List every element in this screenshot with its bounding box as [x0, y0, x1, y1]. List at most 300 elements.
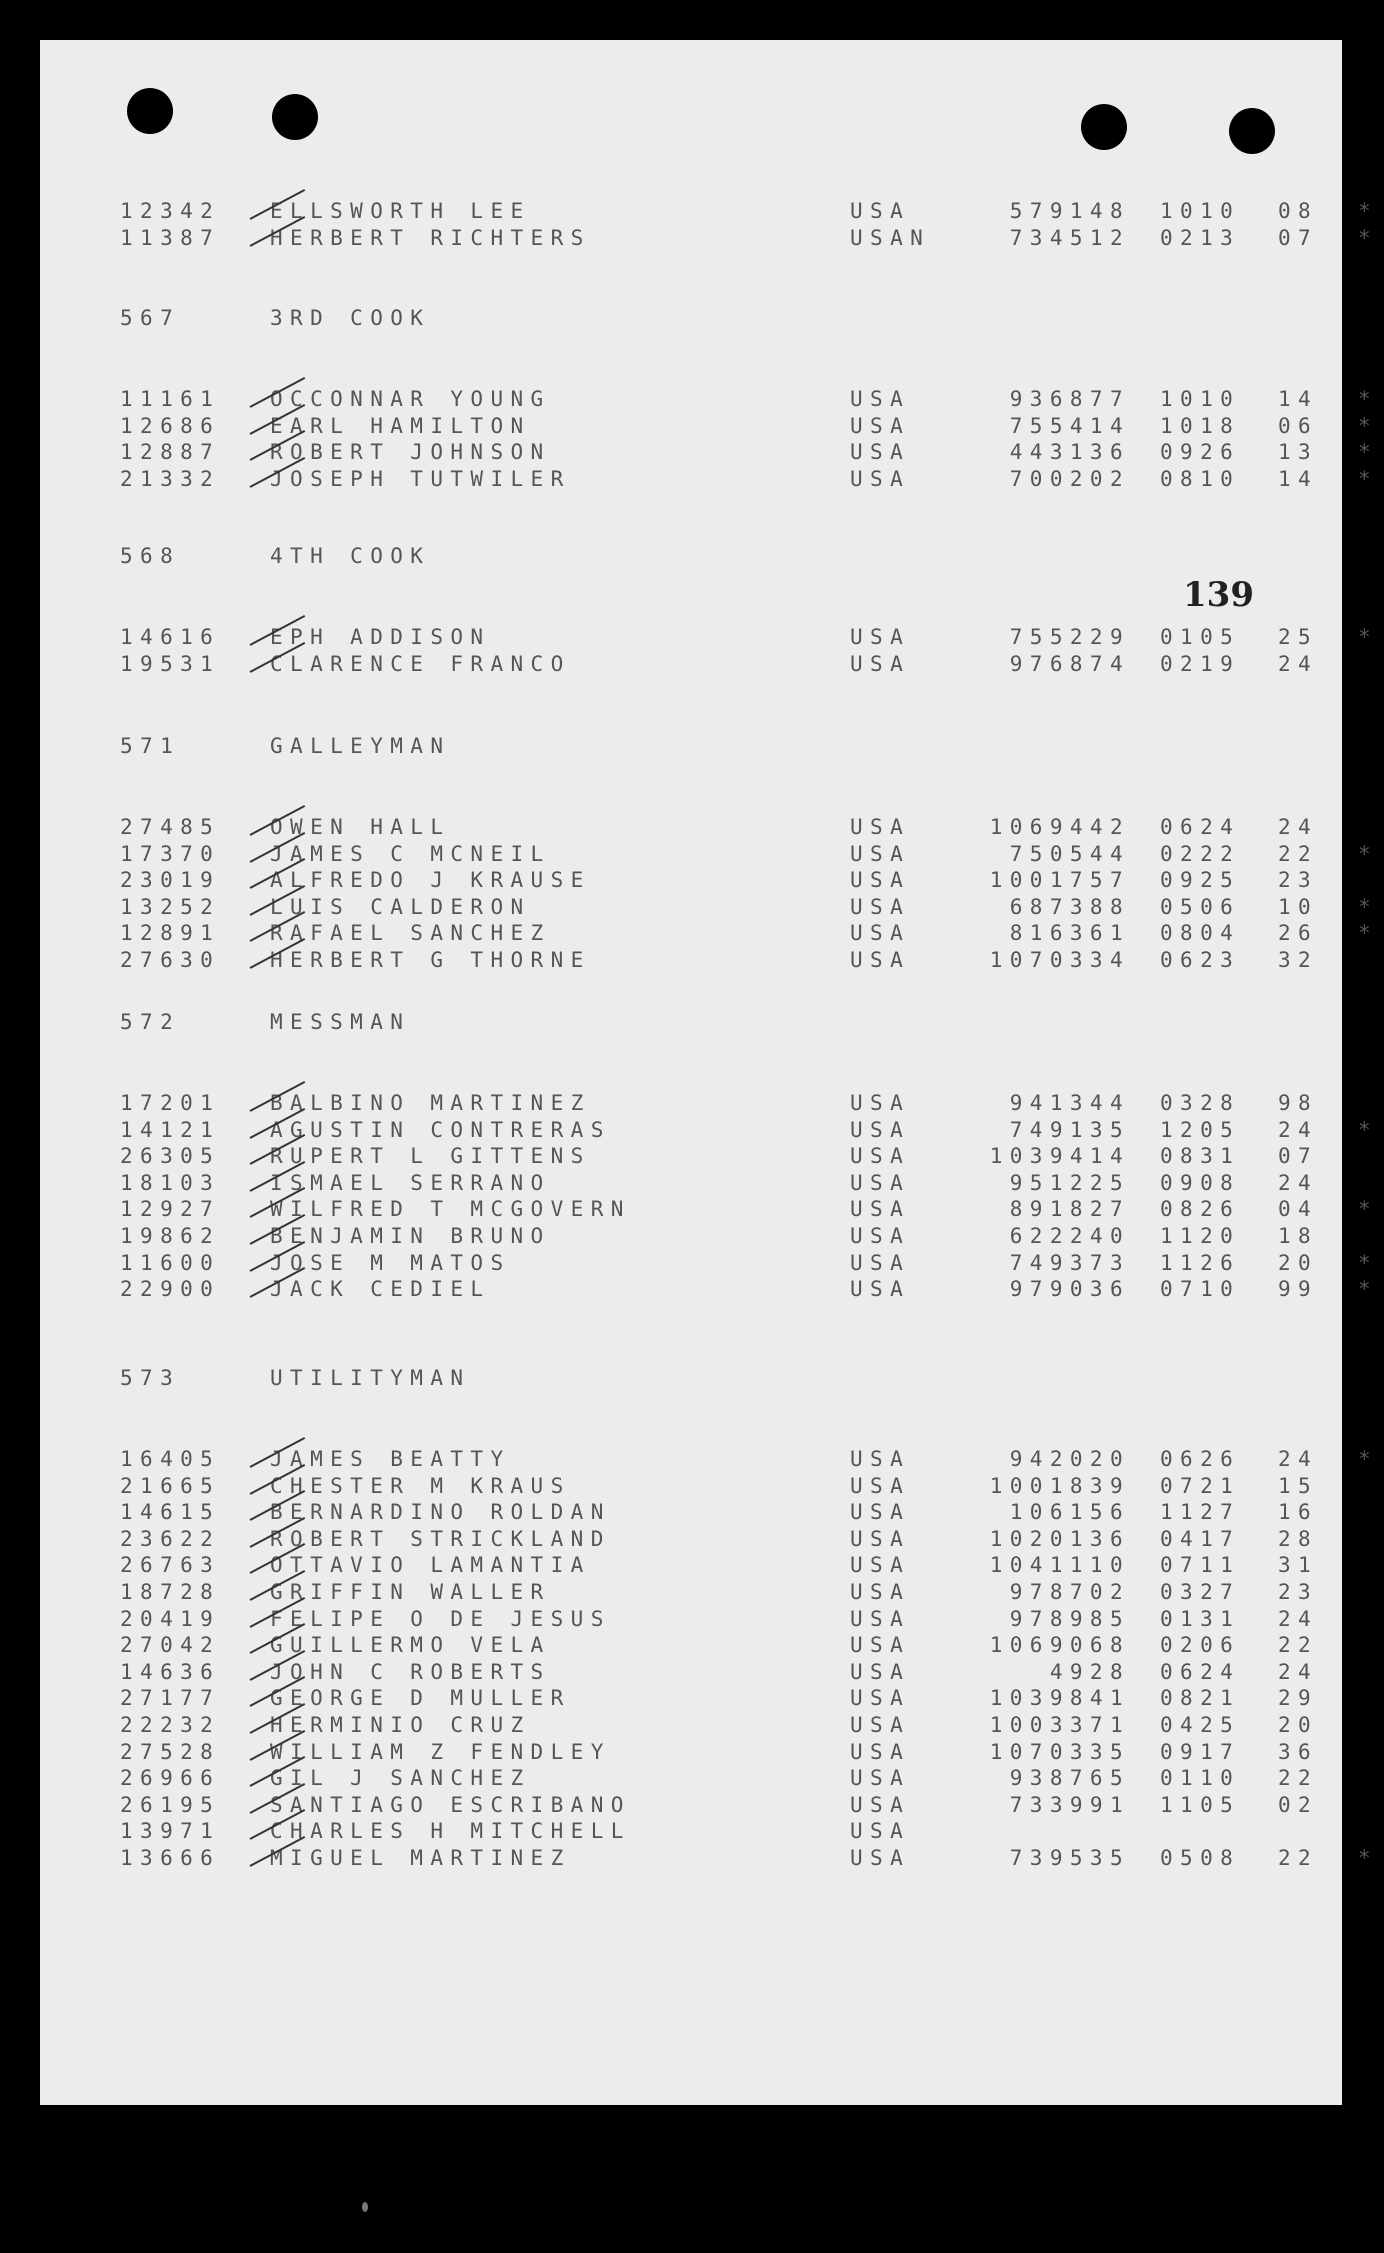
section-code: 568 [120, 544, 181, 568]
citizenship: USA [850, 625, 911, 649]
crew-row [120, 1712, 1384, 1738]
crew-row [120, 651, 1384, 677]
citizenship: USA [850, 1197, 911, 1222]
crew-name: EPH ADDISON [270, 625, 491, 649]
crew-row [120, 1117, 1384, 1143]
date-code: 0425 [1160, 1713, 1241, 1737]
document-number: 979036 [1009, 1277, 1130, 1302]
citizenship: USA [850, 815, 911, 839]
year-code: 23 [1278, 1580, 1319, 1604]
document-number: 978702 [1009, 1580, 1130, 1604]
crew-number: 18728 [120, 1580, 221, 1604]
asterisk-mark: * [1358, 894, 1379, 919]
crew-name: BERNARDINO ROLDAN [270, 1500, 611, 1525]
date-code: 0826 [1160, 1197, 1241, 1222]
asterisk-mark: * [1358, 841, 1379, 866]
crew-number: 14616 [120, 625, 221, 649]
crew-name: ISMAEL SERRANO [270, 1170, 551, 1195]
section-title: MESSMAN [270, 1010, 411, 1034]
document-number: 700202 [1009, 466, 1130, 491]
crew-name: SANTIAGO ESCRIBANO [270, 1792, 631, 1817]
document-number: 579148 [1009, 199, 1130, 223]
citizenship: USA [850, 1606, 911, 1631]
year-code: 26 [1278, 921, 1319, 946]
date-code: 0925 [1160, 868, 1241, 893]
crew-name: AGUSTIN CONTRERAS [270, 1117, 611, 1142]
crew-number: 11600 [120, 1250, 221, 1275]
year-code: 99 [1278, 1277, 1319, 1302]
date-code: 1010 [1160, 199, 1241, 223]
section-title: 4TH COOK [270, 544, 431, 568]
date-code: 1105 [1160, 1792, 1241, 1817]
citizenship: USA [850, 387, 911, 411]
crew-number: 12891 [120, 921, 221, 946]
citizenship: USA [850, 841, 911, 866]
date-code: 1120 [1160, 1224, 1241, 1248]
asterisk-mark: * [1358, 199, 1379, 223]
citizenship: USA [850, 1091, 911, 1115]
crew-name: WILLIAM Z FENDLEY [270, 1739, 611, 1764]
crew-name: OCCONNAR YOUNG [270, 387, 551, 411]
crew-name: JAMES C MCNEIL [270, 841, 551, 866]
document-number: 106156 [1009, 1500, 1130, 1525]
crew-row [120, 198, 1384, 224]
crew-name: JOSEPH TUTWILER [270, 466, 571, 491]
asterisk-mark: * [1358, 1250, 1379, 1275]
punch-hole [1081, 104, 1127, 150]
crew-row [120, 1446, 1384, 1472]
crew-row [120, 466, 1384, 492]
speck [362, 2202, 368, 2212]
citizenship: USA [850, 1659, 911, 1684]
document-number: 1003371 [989, 1713, 1130, 1737]
citizenship: USA [850, 1117, 911, 1142]
date-code: 0711 [1160, 1553, 1241, 1578]
citizenship: USA [850, 1500, 911, 1525]
crew-name: ELLSWORTH LEE [270, 199, 531, 223]
citizenship: USA [850, 1686, 911, 1711]
year-code: 23 [1278, 868, 1319, 893]
year-code: 22 [1278, 1846, 1319, 1870]
year-code: 24 [1278, 1606, 1319, 1631]
crew-name: GUILLERMO VELA [270, 1633, 551, 1658]
crew-number: 12342 [120, 199, 221, 223]
crew-number: 12887 [120, 440, 221, 465]
document-number: 891827 [1009, 1197, 1130, 1222]
year-code: 22 [1278, 1766, 1319, 1791]
crew-row [120, 1196, 1384, 1222]
section-title: 3RD COOK [270, 306, 431, 330]
punch-hole [272, 94, 318, 140]
year-code: 24 [1278, 1170, 1319, 1195]
date-code: 0624 [1160, 815, 1241, 839]
document-number: 978985 [1009, 1606, 1130, 1631]
asterisk-mark: * [1358, 225, 1379, 250]
date-code: 0417 [1160, 1526, 1241, 1551]
section-header [120, 1366, 470, 1390]
citizenship: USA [850, 868, 911, 893]
crew-row [120, 1765, 1384, 1791]
year-code: 24 [1278, 1659, 1319, 1684]
citizenship: USA [850, 1526, 911, 1551]
asterisk-mark: * [1358, 1197, 1379, 1222]
document-number: 4928 [1049, 1659, 1130, 1684]
crew-row [120, 867, 1384, 893]
crew-number: 19862 [120, 1224, 221, 1248]
date-code: 0908 [1160, 1170, 1241, 1195]
date-code: 0328 [1160, 1091, 1241, 1115]
date-code: 0110 [1160, 1766, 1241, 1791]
asterisk-mark: * [1358, 1846, 1379, 1870]
crew-name: GRIFFIN WALLER [270, 1580, 551, 1604]
crew-number: 11161 [120, 387, 221, 411]
document-number: 1070335 [989, 1739, 1130, 1764]
date-code: 1127 [1160, 1500, 1241, 1525]
crew-name: CHESTER M KRAUS [270, 1473, 571, 1498]
document-number: 1069442 [989, 815, 1130, 839]
date-code: 0206 [1160, 1633, 1241, 1658]
citizenship: USA [850, 1473, 911, 1498]
crew-number: 22232 [120, 1713, 221, 1737]
crew-name: LUIS CALDERON [270, 894, 531, 919]
year-code: 08 [1278, 199, 1319, 223]
year-code: 24 [1278, 815, 1319, 839]
document-number: 1041110 [989, 1553, 1130, 1578]
crew-name: ALFREDO J KRAUSE [270, 868, 591, 893]
crew-name: JOSE M MATOS [270, 1250, 511, 1275]
year-code: 20 [1278, 1713, 1319, 1737]
date-code: 0926 [1160, 440, 1241, 465]
section-header [120, 306, 430, 330]
section-header [120, 1010, 410, 1034]
crew-number: 27630 [120, 948, 221, 972]
asterisk-mark: * [1358, 413, 1379, 438]
year-code: 15 [1278, 1473, 1319, 1498]
citizenship: USA [850, 1792, 911, 1817]
crew-number: 23019 [120, 868, 221, 893]
citizenship: USA [850, 1819, 911, 1844]
year-code: 06 [1278, 413, 1319, 438]
crew-number: 14615 [120, 1500, 221, 1525]
document-number: 733991 [1009, 1792, 1130, 1817]
crew-name: RAFAEL SANCHEZ [270, 921, 551, 946]
crew-name: FELIPE O DE JESUS [270, 1606, 611, 1631]
document-number: 749373 [1009, 1250, 1130, 1275]
section-header [120, 544, 430, 568]
date-code: 0821 [1160, 1686, 1241, 1711]
crew-row [120, 920, 1384, 946]
crew-row [120, 439, 1384, 465]
year-code: 02 [1278, 1792, 1319, 1817]
crew-number: 27528 [120, 1739, 221, 1764]
crew-row [120, 1739, 1384, 1765]
section-code: 571 [120, 734, 181, 758]
year-code: 22 [1278, 1633, 1319, 1658]
crew-name: ROBERT STRICKLAND [270, 1526, 611, 1551]
year-code: 18 [1278, 1224, 1319, 1248]
document-number: 1039841 [989, 1686, 1130, 1711]
crew-row [120, 1090, 1384, 1116]
crew-row [120, 413, 1384, 439]
citizenship: USA [850, 1739, 911, 1764]
crew-number: 13252 [120, 894, 221, 919]
citizenship: USA [850, 1580, 911, 1604]
crew-row [120, 1473, 1384, 1499]
crew-number: 13971 [120, 1819, 221, 1844]
crew-name: GEORGE D MULLER [270, 1686, 571, 1711]
crew-row [120, 894, 1384, 920]
citizenship: USA [850, 1250, 911, 1275]
date-code: 0508 [1160, 1846, 1241, 1870]
crew-name: EARL HAMILTON [270, 413, 531, 438]
section-code: 573 [120, 1366, 181, 1390]
date-code: 0623 [1160, 948, 1241, 972]
crew-number: 19531 [120, 651, 221, 676]
document-number: 1020136 [989, 1526, 1130, 1551]
date-code: 0131 [1160, 1606, 1241, 1631]
crew-number: 21665 [120, 1473, 221, 1498]
crew-number: 13666 [120, 1846, 221, 1870]
document-number: 942020 [1009, 1447, 1130, 1471]
year-code: 22 [1278, 841, 1319, 866]
crew-name: BALBINO MARTINEZ [270, 1091, 591, 1115]
crew-row [120, 1526, 1384, 1552]
punch-hole [1229, 108, 1275, 154]
asterisk-mark: * [1358, 625, 1379, 649]
crew-name: WILFRED T MCGOVERN [270, 1197, 631, 1222]
crew-row [120, 1552, 1384, 1578]
citizenship: USA [850, 1224, 911, 1248]
crew-name: JACK CEDIEL [270, 1277, 491, 1302]
year-code: 16 [1278, 1500, 1319, 1525]
asterisk-mark: * [1358, 466, 1379, 491]
year-code: 32 [1278, 948, 1319, 972]
document-number: 1001757 [989, 868, 1130, 893]
document-number: 1039414 [989, 1144, 1130, 1169]
crew-row [120, 1143, 1384, 1169]
document-number: 1069068 [989, 1633, 1130, 1658]
year-code: 20 [1278, 1250, 1319, 1275]
citizenship: USA [850, 1633, 911, 1658]
crew-row [120, 1170, 1384, 1196]
date-code: 0721 [1160, 1473, 1241, 1498]
crew-row [120, 1659, 1384, 1685]
date-code: 0105 [1160, 625, 1241, 649]
citizenship: USA [850, 1170, 911, 1195]
citizenship: USA [850, 440, 911, 465]
crew-number: 26305 [120, 1144, 221, 1169]
document-number: 622240 [1009, 1224, 1130, 1248]
year-code: 04 [1278, 1197, 1319, 1222]
citizenship: USAN [850, 225, 931, 250]
citizenship: USA [850, 1766, 911, 1791]
crew-number: 11387 [120, 225, 221, 250]
asterisk-mark: * [1358, 1447, 1379, 1471]
citizenship: USA [850, 1553, 911, 1578]
year-code: 25 [1278, 625, 1319, 649]
crew-name: JAMES BEATTY [270, 1447, 511, 1471]
year-code: 98 [1278, 1091, 1319, 1115]
document-number: 755414 [1009, 413, 1130, 438]
date-code: 0810 [1160, 466, 1241, 491]
document-number: 936877 [1009, 387, 1130, 411]
document-number: 750544 [1009, 841, 1130, 866]
crew-name: JOHN C ROBERTS [270, 1659, 551, 1684]
document-number: 938765 [1009, 1766, 1130, 1791]
crew-number: 26763 [120, 1553, 221, 1578]
date-code: 0710 [1160, 1277, 1241, 1302]
crew-number: 20419 [120, 1606, 221, 1631]
crew-row [120, 841, 1384, 867]
document-number: 755229 [1009, 625, 1130, 649]
date-code: 0917 [1160, 1739, 1241, 1764]
date-code: 1126 [1160, 1250, 1241, 1275]
crew-name: ROBERT JOHNSON [270, 440, 551, 465]
section-code: 567 [120, 306, 181, 330]
section-title: UTILITYMAN [270, 1366, 471, 1390]
page-number: 139 [1183, 575, 1254, 615]
crew-number: 26966 [120, 1766, 221, 1791]
crew-name: OTTAVIO LAMANTIA [270, 1553, 591, 1578]
document-number: 1070334 [989, 948, 1130, 972]
crew-row [120, 1792, 1384, 1818]
citizenship: USA [850, 651, 911, 676]
citizenship: USA [850, 1144, 911, 1169]
crew-row [120, 1579, 1384, 1605]
crew-row [120, 1606, 1384, 1632]
crew-number: 27485 [120, 815, 221, 839]
year-code: 24 [1278, 1447, 1319, 1471]
year-code: 13 [1278, 440, 1319, 465]
crew-number: 27177 [120, 1686, 221, 1711]
crew-row [120, 1818, 1384, 1844]
crew-name: GIL J SANCHEZ [270, 1766, 531, 1791]
document-number: 749135 [1009, 1117, 1130, 1142]
document-number: 941344 [1009, 1091, 1130, 1115]
crew-row [120, 624, 1384, 650]
document-number: 443136 [1009, 440, 1130, 465]
citizenship: USA [850, 413, 911, 438]
date-code: 0213 [1160, 225, 1241, 250]
date-code: 0327 [1160, 1580, 1241, 1604]
crew-number: 17370 [120, 841, 221, 866]
date-code: 0831 [1160, 1144, 1241, 1169]
date-code: 0219 [1160, 651, 1241, 676]
date-code: 1205 [1160, 1117, 1241, 1142]
year-code: 28 [1278, 1526, 1319, 1551]
crew-row [120, 225, 1384, 251]
crew-row [120, 1499, 1384, 1525]
crew-number: 16405 [120, 1447, 221, 1471]
crew-number: 21332 [120, 466, 221, 491]
year-code: 10 [1278, 894, 1319, 919]
crew-name: HERBERT G THORNE [270, 948, 591, 972]
crew-number: 12686 [120, 413, 221, 438]
citizenship: USA [850, 894, 911, 919]
date-code: 1010 [1160, 387, 1241, 411]
document-page [40, 40, 1379, 2105]
punch-hole [127, 88, 173, 134]
crew-row [120, 1276, 1384, 1302]
crew-name: HERBERT RICHTERS [270, 225, 591, 250]
citizenship: USA [850, 199, 911, 223]
crew-row [120, 1250, 1384, 1276]
year-code: 24 [1278, 651, 1319, 676]
crew-row [120, 386, 1384, 412]
document-number: 1001839 [989, 1473, 1130, 1498]
crew-number: 17201 [120, 1091, 221, 1115]
crew-number: 26195 [120, 1792, 221, 1817]
citizenship: USA [850, 948, 911, 972]
asterisk-mark: * [1358, 1117, 1379, 1142]
crew-row [120, 814, 1384, 840]
crew-name: MIGUEL MARTINEZ [270, 1846, 571, 1870]
document-number: 976874 [1009, 651, 1130, 676]
date-code: 0624 [1160, 1659, 1241, 1684]
crew-number: 23622 [120, 1526, 221, 1551]
asterisk-mark: * [1358, 921, 1379, 946]
asterisk-mark: * [1358, 440, 1379, 465]
year-code: 14 [1278, 466, 1319, 491]
year-code: 31 [1278, 1553, 1319, 1578]
crew-name: HERMINIO CRUZ [270, 1713, 531, 1737]
asterisk-mark: * [1358, 387, 1379, 411]
crew-name: CLARENCE FRANCO [270, 651, 571, 676]
asterisk-mark: * [1358, 1277, 1379, 1302]
crew-name: BENJAMIN BRUNO [270, 1224, 551, 1248]
year-code: 24 [1278, 1117, 1319, 1142]
document-number: 734512 [1009, 225, 1130, 250]
citizenship: USA [850, 921, 911, 946]
year-code: 36 [1278, 1739, 1319, 1764]
section-title: GALLEYMAN [270, 734, 451, 758]
crew-name: CHARLES H MITCHELL [270, 1819, 631, 1844]
crew-name: RUPERT L GITTENS [270, 1144, 591, 1169]
citizenship: USA [850, 1846, 911, 1870]
section-header [120, 734, 450, 758]
crew-row [120, 947, 1384, 973]
crew-name: OWEN HALL [270, 815, 451, 839]
crew-row [120, 1632, 1384, 1658]
document-number: 816361 [1009, 921, 1130, 946]
crew-row [120, 1685, 1384, 1711]
year-code: 07 [1278, 225, 1319, 250]
year-code: 29 [1278, 1686, 1319, 1711]
crew-number: 27042 [120, 1633, 221, 1658]
year-code: 07 [1278, 1144, 1319, 1169]
crew-number: 22900 [120, 1277, 221, 1302]
citizenship: USA [850, 1447, 911, 1471]
crew-number: 18103 [120, 1170, 221, 1195]
date-code: 0804 [1160, 921, 1241, 946]
date-code: 0626 [1160, 1447, 1241, 1471]
year-code: 14 [1278, 387, 1319, 411]
section-code: 572 [120, 1010, 181, 1034]
date-code: 0222 [1160, 841, 1241, 866]
document-number: 687388 [1009, 894, 1130, 919]
document-number: 739535 [1009, 1846, 1130, 1870]
citizenship: USA [850, 466, 911, 491]
crew-number: 14636 [120, 1659, 221, 1684]
date-code: 1018 [1160, 413, 1241, 438]
crew-row [120, 1845, 1384, 1871]
crew-number: 12927 [120, 1197, 221, 1222]
date-code: 0506 [1160, 894, 1241, 919]
crew-number: 14121 [120, 1117, 221, 1142]
citizenship: USA [850, 1713, 911, 1737]
document-number: 951225 [1009, 1170, 1130, 1195]
crew-row [120, 1223, 1384, 1249]
